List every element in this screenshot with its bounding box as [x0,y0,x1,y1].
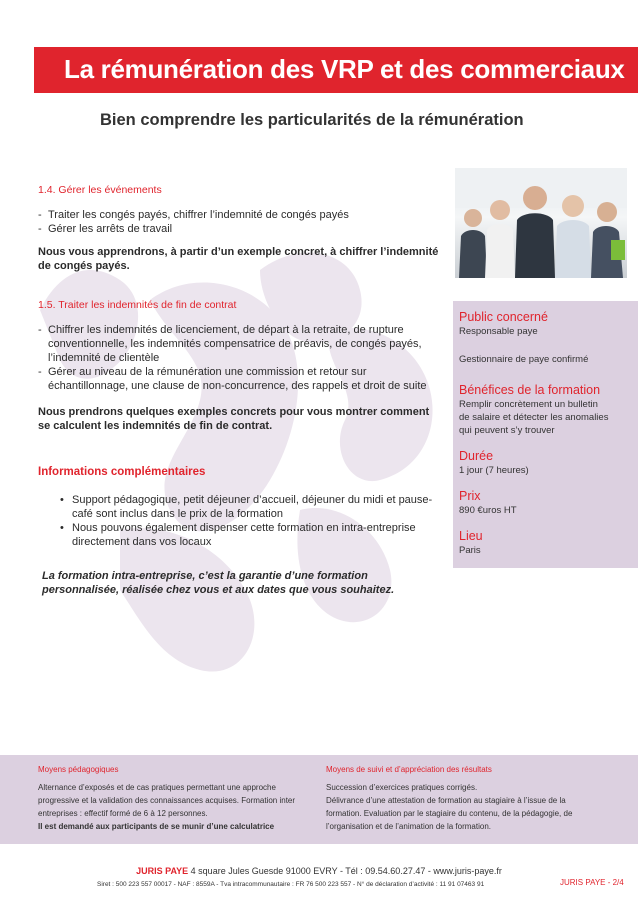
footer-legal: Siret : 500 223 557 00017 - NAF : 8559A - Tva intracommunautaire : FR 76 500 223 557 - N° de déclaration d’activité : 11 91 07463 91 [97,881,485,888]
footer-brand: JURIS PAYE [136,866,189,876]
section-1-5-list [38,323,440,393]
list-item: • Nous pouvons également dispenser cette formation en intra-entreprise directement dans vos locaux [38,521,440,549]
bottom-info-band [0,755,638,844]
list-item: - Chiffrer les indemnités de licenciement, de départ à la retraite, de rupture conventionnelle, les indemnités compensatrice de préavis, de congés payés, l’indemnité de clientèle [38,323,440,365]
teaching-methods-text: Alternance d’exposés et de cas pratiques permettant une approche progressive et la validation des connaissances acquises. Formation inter entreprises : effectif formé de 6 à 12 personnes. [38,783,296,818]
list-item: • Support pédagogique, petit déjeuner d’accueil, déjeuner du midi et pause-café sont inclus dans le prix de la formation [38,493,440,521]
section-1-4-list [38,208,440,236]
benefits-text: Remplir concrètement un bulletin de salaire et détecter les anomalies qui peuvent s’y trouver [459,399,609,436]
info-heading: Informations complémentaires [38,466,206,478]
teaching-methods [38,763,300,833]
list-item: - Gérer les arrêts de travail [38,222,440,236]
evaluation-text: Succession d’exercices pratiques corrigés. [326,783,478,792]
tagline: La formation intra-entreprise, c’est la garantie d’une formation personnalisée, réalisée chez vous et aux dates que vous souhaitez. [42,570,395,596]
place-heading: Lieu [459,529,483,543]
evaluation-methods [326,763,600,833]
list-item: - Gérer au niveau de la rémunération une commission et retour sur échantillonnage, une clause de non-concurrence, des rappels et droit de suite [38,365,440,393]
section-1-4 [38,183,440,273]
duration-text: 1 jour (7 heures) [459,465,529,476]
people-photo-icon [455,168,627,278]
title-band [34,47,638,93]
section-1-5 [38,298,440,433]
public-item: Responsable paye [459,326,538,337]
page-number: JURIS PAYE - 2/4 [560,878,624,887]
public-heading: Public concerné [459,310,548,324]
teaching-methods-note: Il est demandé aux participants de se munir d’une calculatrice [38,822,275,831]
section-1-4-note: Nous vous apprendrons, à partir d’un exemple concret, à chiffrer l’indemnité de congés payés. [38,246,439,272]
benefits-heading: Bénéfices de la formation [459,383,601,397]
info-list [38,493,440,549]
page-title: La rémunération des VRP et des commerciaux [64,54,625,84]
training-info-panel [453,301,638,568]
list-item: - Traiter les congés payés, chiffrer l’indemnité de congés payés [38,208,440,222]
people-meeting-photo [455,168,627,278]
section-1-4-heading: 1.4. Gérer les événements [38,184,162,196]
footer-address-text: 4 square Jules Guesde 91000 EVRY - Tél : 09.54.60.27.47 - www.juris-paye.fr [190,866,502,876]
teaching-methods-heading: Moyens pédagogiques [38,765,119,774]
section-1-5-heading: 1.5. Traiter les indemnités de fin de contrat [38,299,237,311]
public-item: Gestionnaire de paye confirmé [459,354,589,365]
footer-address [0,866,638,876]
section-1-5-note: Nous prendrons quelques exemples concrets pour vous montrer comment se calculent les indemnités de fin de contrat. [38,406,430,432]
place-text: Paris [459,545,481,556]
evaluation-text: Délivrance d’une attestation de formation au stagiaire à l’issue de la formation. Evaluation par le stagiaire du contenu, de la pédagogie, de l’organisation et de l’animation de la formation. [326,796,573,831]
info-section [38,465,440,549]
price-text: 890 €uros HT [459,505,517,516]
price-heading: Prix [459,489,481,503]
duration-heading: Durée [459,449,494,463]
page-subtitle: Bien comprendre les particularités de la rémunération [100,111,524,129]
evaluation-methods-heading: Moyens de suivi et d’appréciation des résultats [326,765,492,774]
